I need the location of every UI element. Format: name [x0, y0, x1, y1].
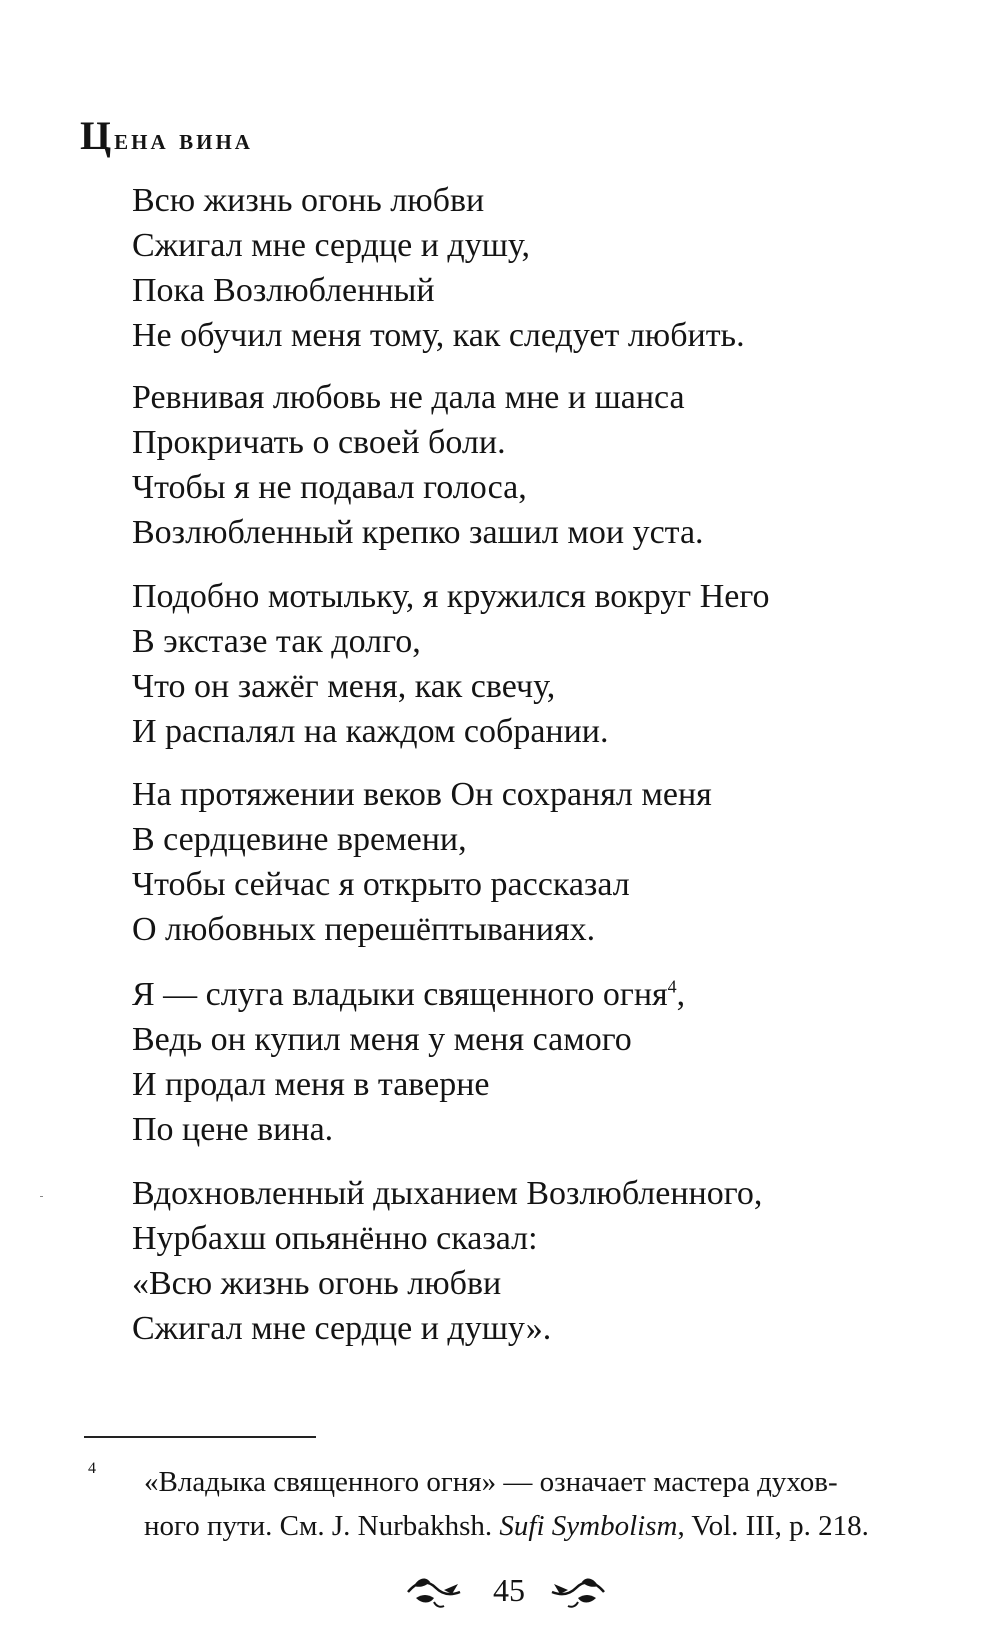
title-rest: ена вина	[114, 123, 253, 156]
footnote-line: «Владыка священного огня» — означает мастера духов-	[144, 1466, 838, 1498]
verse-line: Сжигал мне сердце и душу».	[132, 1310, 552, 1347]
stanza-6	[132, 1171, 762, 1351]
verse-line: «Всю жизнь огонь любви	[132, 1265, 502, 1302]
leaf-ornament-icon	[404, 1574, 464, 1610]
leaf-ornament-icon	[548, 1574, 608, 1610]
verse-line: Чтобы сейчас я открыто рассказал	[132, 866, 630, 903]
verse-line: Сжигал мне сердце и душу,	[132, 227, 530, 264]
verse-line: В сердцевине времени,	[132, 821, 467, 858]
page-footer	[0, 1568, 1000, 1618]
verse-line	[132, 972, 685, 1017]
verse-line: Чтобы я не подавал голоса,	[132, 469, 527, 506]
footnote-divider	[84, 1436, 316, 1438]
title-initial: Ц	[80, 113, 115, 158]
verse-line: Пока Возлюбленный	[132, 272, 435, 309]
footnote-citation-tail: , Vol. III, p. 218.	[677, 1510, 869, 1542]
verse-line: Всю жизнь огонь любви	[132, 182, 485, 219]
footnote-line	[144, 1504, 944, 1548]
stanza-1	[132, 178, 745, 358]
footnote-book-title: Sufi Symbolism	[499, 1510, 678, 1542]
footnote-text	[144, 1460, 944, 1548]
verse-text: Я — слуга владыки священного огня	[132, 976, 668, 1013]
stanza-4	[132, 772, 712, 952]
verse-line: В экстазе так долго,	[132, 623, 421, 660]
verse-punctuation: ,	[676, 976, 686, 1013]
verse-line: Не обучил меня тому, как следует любить.	[132, 317, 745, 354]
scan-speck	[40, 1196, 43, 1197]
verse-line: Ведь он купил меня у меня самого	[132, 1021, 632, 1058]
stanza-3	[132, 574, 769, 754]
verse-line: Подобно мотыльку, я кружился вокруг Него	[132, 578, 770, 615]
verse-line: И распалял на каждом собрании.	[132, 713, 609, 750]
stanza-5	[132, 972, 685, 1152]
verse-line: О любовных перешёптываниях.	[132, 911, 596, 948]
verse-line: Вдохновленный дыханием Возлюбленного,	[132, 1175, 763, 1212]
verse-line: Нурбахш опьянённо сказал:	[132, 1220, 538, 1257]
verse-line: Что он зажёг меня, как свечу,	[132, 668, 556, 705]
verse-line: По цене вина.	[132, 1111, 334, 1148]
page-number: 45	[493, 1572, 525, 1608]
poem-title	[80, 112, 253, 159]
footnote-reference[interactable]: 4	[667, 976, 677, 997]
verse-line: На протяжении веков Он сохранял меня	[132, 776, 712, 813]
verse-line: И продал меня в таверне	[132, 1066, 490, 1103]
footnote-mark: 4	[88, 1460, 96, 1477]
verse-line: Ревнивая любовь не дала мне и шанса	[132, 379, 685, 416]
verse-line: Возлюбленный крепко зашил мои уста.	[132, 514, 704, 551]
verse-line: Прокричать о своей боли.	[132, 424, 506, 461]
stanza-2	[132, 375, 704, 555]
footnote-citation: ного пути. См. J. Nurbakhsh.	[144, 1510, 500, 1542]
